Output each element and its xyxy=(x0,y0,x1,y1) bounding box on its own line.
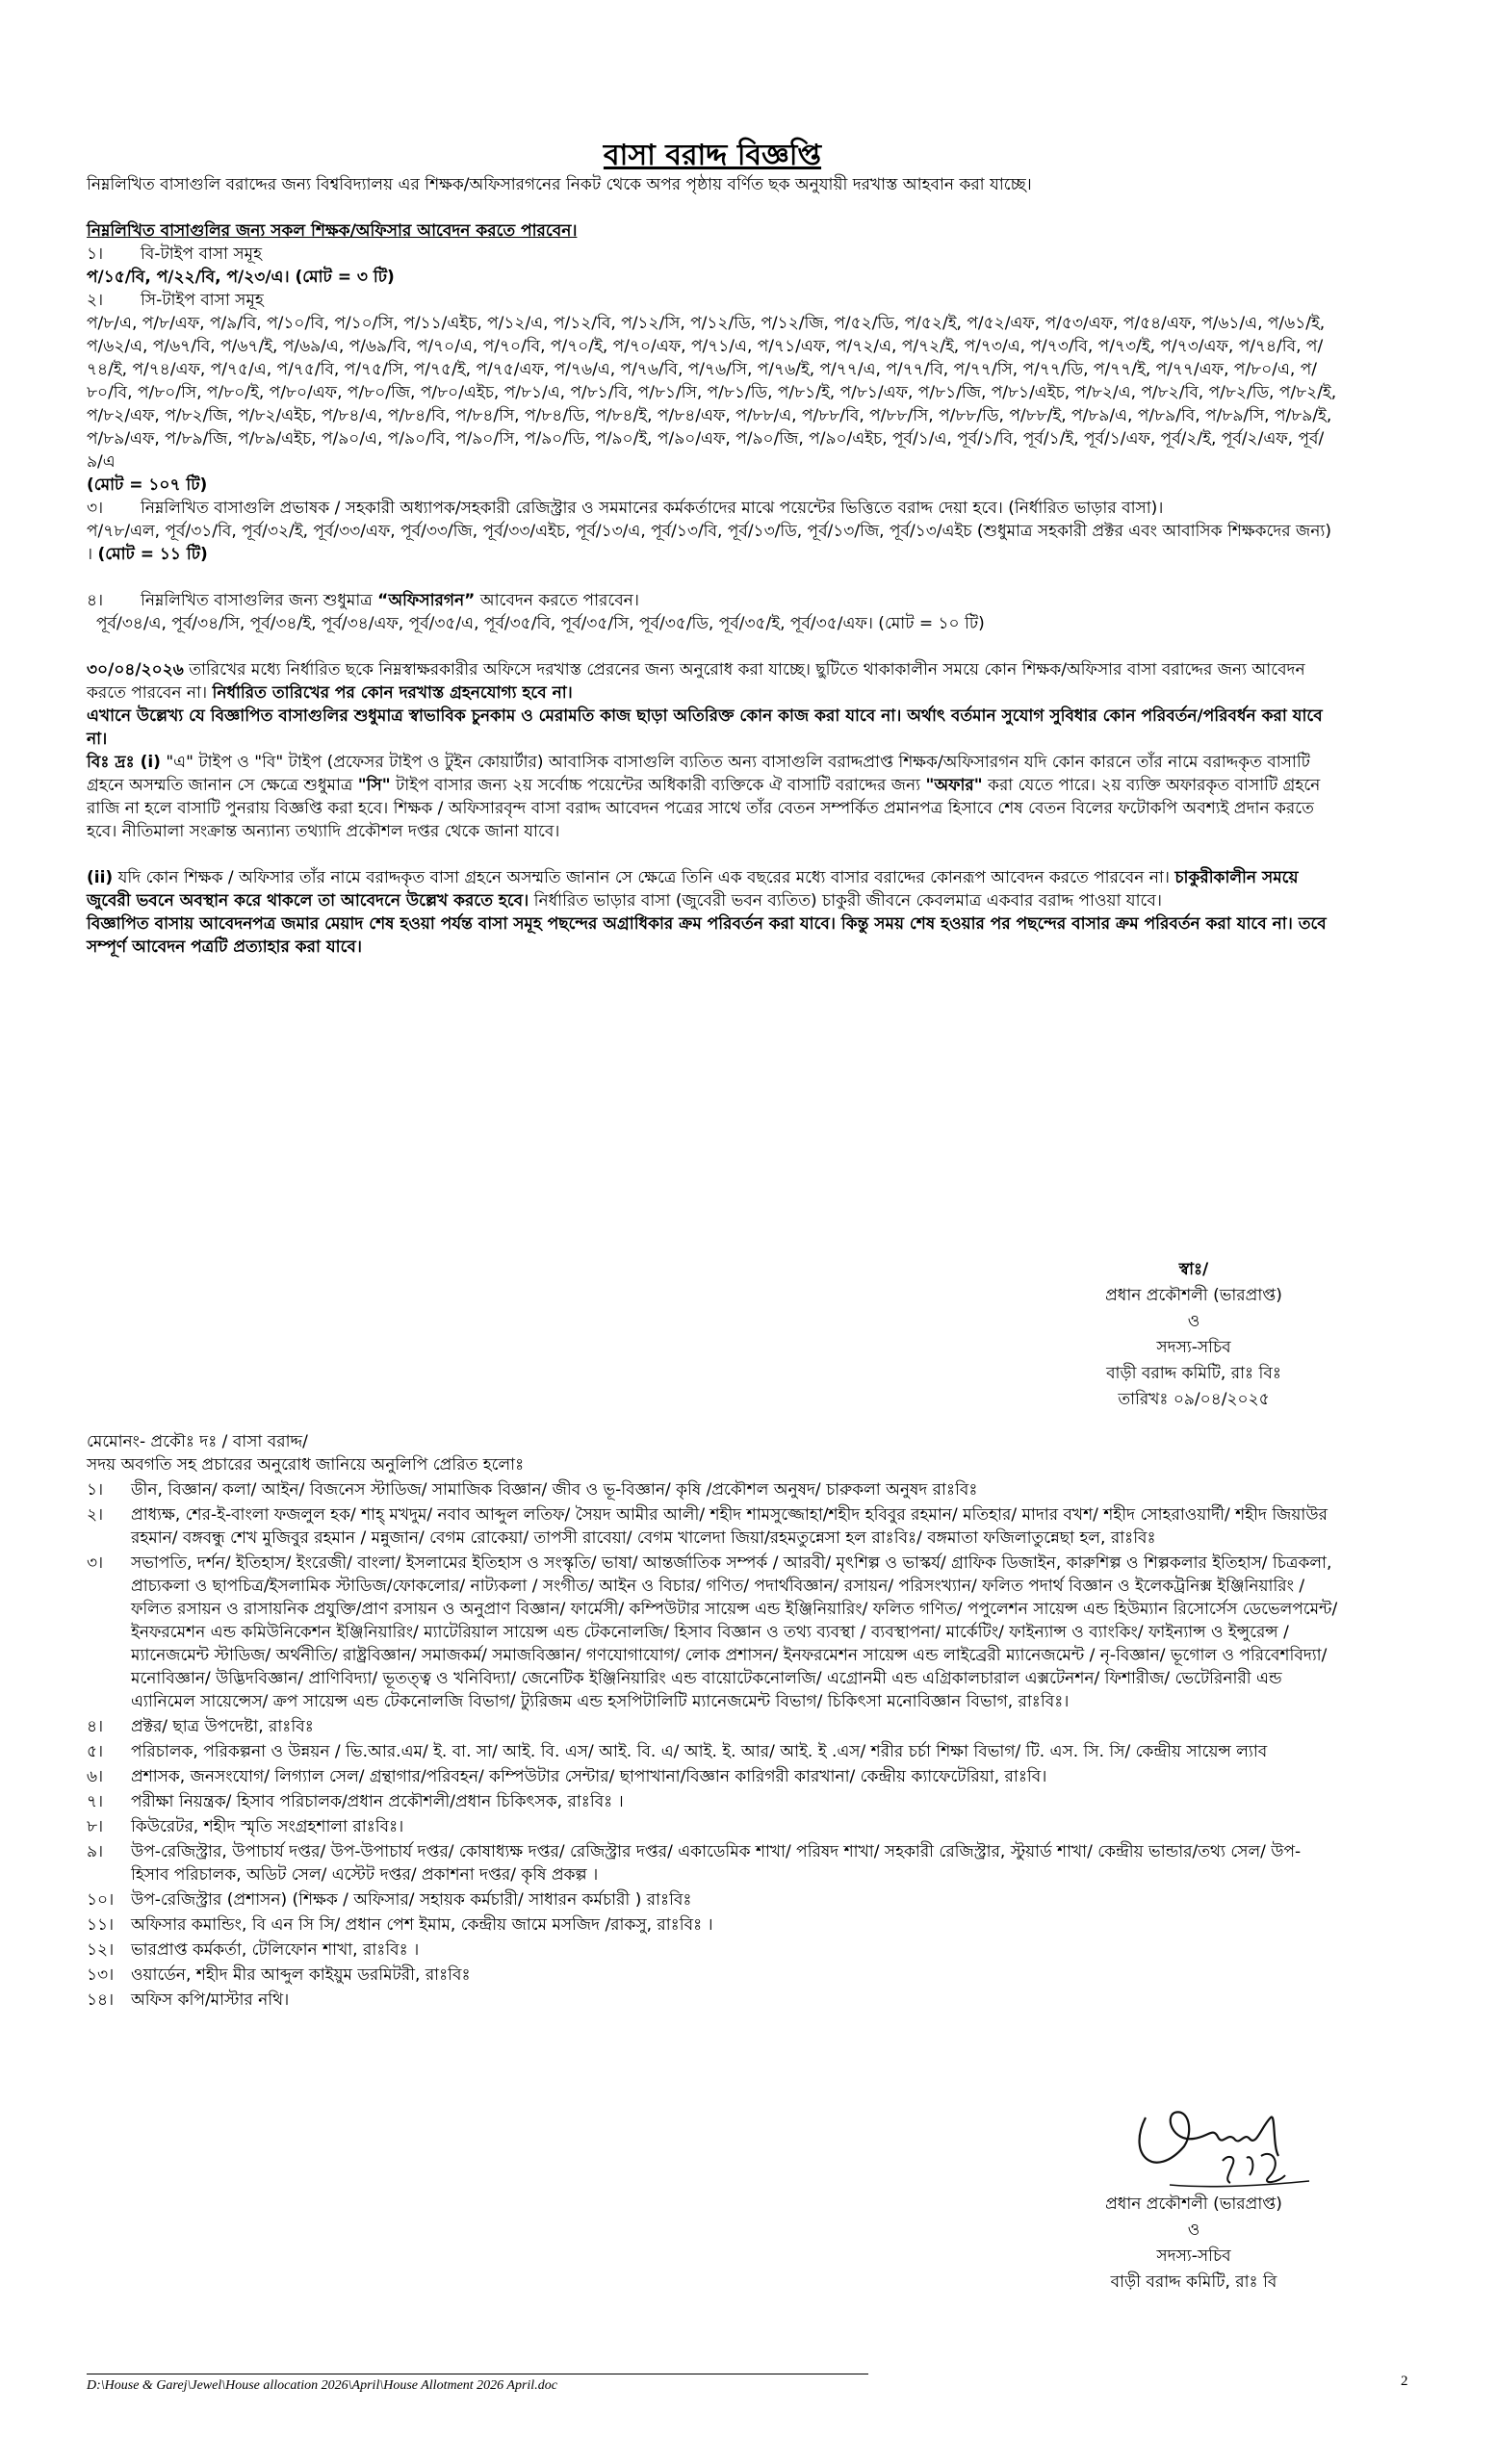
cc-list-item xyxy=(87,1888,1338,1912)
cc-item-number: ৩। xyxy=(87,1553,104,1573)
section-3-total: (মোট = ১১ টি) xyxy=(97,545,208,564)
cc-item-number: ৪। xyxy=(87,1717,104,1736)
cc-item-text: ওয়ার্ডেন, শহীদ মীর আব্দুল কাইয়ুম ডরমিটরী, রাঃবিঃ xyxy=(131,1965,471,1985)
cc-item-number: ১। xyxy=(87,1480,104,1500)
section-label: সি-টাইপ বাসা সমূহ xyxy=(141,291,264,310)
section-text xyxy=(141,589,639,612)
section-label: বি-টাইপ বাসা সমূহ xyxy=(141,244,262,264)
page-title: বাসা বরাদ্দ বিজ্ঞপ্তি xyxy=(603,139,822,172)
section-3-list xyxy=(87,520,1338,566)
cc-item-number: ১১। xyxy=(87,1915,115,1935)
note-i-text-b: টাইপ বাসার জন্য ২য় সর্বোচ্চ পয়েন্টের অধিকারী ব্যক্তিকে ঐ বাসাটি বরাদ্দের জন্য xyxy=(396,776,921,795)
cc-item-text: অফিসার কমান্ডিং, বি এন সি সি/ প্রধান পেশ ইমাম, কেন্দ্রীয় জামে মসজিদ /রাকসু, রাঃবিঃ । xyxy=(131,1915,713,1935)
cc-item-number: ৯। xyxy=(87,1842,104,1861)
section-number: ৩। xyxy=(87,499,104,518)
cc-item-number: ৫। xyxy=(87,1742,104,1761)
cc-item-text: ডীন, বিজ্ঞান/ কলা/ আইন/ বিজনেস স্টাডিজ/ সামাজিক বিজ্ঞান/ জীব ও ভূ-বিজ্ঞান/ কৃষি /প্রকৌশল অনুষদ/ চারুকলা অনুষদ রাঃবিঃ xyxy=(131,1480,978,1500)
cc-item-number: ৭। xyxy=(87,1792,104,1811)
section-4 xyxy=(87,589,1338,612)
cc-item-number: ১০। xyxy=(87,1890,115,1910)
cc-list-item xyxy=(87,1715,1338,1738)
cc-list-item xyxy=(87,1765,1338,1788)
note-ii-bold: চাকুরীকালীন সময়ে জুবেরী ভবনে অবস্থান করে থাকলে তা আবেদনে উল্লেখ করতে হবে। xyxy=(87,868,1299,911)
cc-list-item xyxy=(87,1478,1338,1502)
cc-item-text: উপ-রেজিস্ট্রার (প্রশাসন) (শিক্ষক / অফিসার/ সহায়ক কর্মচারী/ সাধারন কর্মচারী ) রাঃবিঃ xyxy=(131,1890,692,1910)
section-2-total: (মোট = ১০৭ টি) xyxy=(87,475,208,495)
officers-highlight: “অফিসারগন” xyxy=(377,591,476,610)
note-i-label: বিঃ দ্রঃ (i) xyxy=(87,753,161,772)
type-c: "সি" xyxy=(357,776,391,795)
cc-item-text: কিউরেটর, শহীদ স্মৃতি সংগ্রহশালা রাঃবিঃ। xyxy=(131,1817,404,1836)
section-text: নিম্নলিখিত বাসাগুলি প্রভাষক / সহকারী অধ্যাপক/সহকারী রেজিস্ট্রার ও সমমানের কর্মকর্তাদের মাঝে পয়েন্টের ভিত্তিতে বরাদ্দ দেয়া হবে। (নির্ধারিত ভাড়ার বাসা)। xyxy=(141,499,1164,518)
sign1-designation: প্রধান প্রকৌশলী (ভারপ্রাপ্ত) xyxy=(1105,1286,1282,1305)
section-number: ২। xyxy=(87,291,104,310)
cc-item-text: সভাপতি, দর্শন/ ইতিহাস/ ইংরেজী/ বাংলা/ ইসলামের ইতিহাস ও সংস্কৃতি/ ভাষা/ আন্তর্জাতিক সম্পর্ক / আরবী/ মৃৎশিল্প ও ভাস্কর্য/ গ্রাফিক ডিজাইন, কারুশিল্প ও শিল্পকলার ইতিহাস/ চিত্রকলা, প্রাচ্যকলা ও ছাপচিত্র/ইসলামিক স্টাডিজ/ফোকলোর/ নাট্যকলা / সংগীত/ আইন ও বিচার/ গণিত/ পদার্থবিজ্ঞান/ রসায়ন/ পরিসংখ্যান/ ফলিত পদার্থ বিজ্ঞান ও ইলেকট্রনিক্স ইঞ্জিনিয়ারিং / ফলিত রসায়ন ও রাসায়নিক প্রযুক্তি/প্রাণ রসায়ন ও অনুপ্রাণ বিজ্ঞান/ ফার্মেসী/ কম্পিউটার সায়েন্স এন্ড ইঞ্জিনিয়ারিং/ ফলিত গণিত/ পপুলেশন সায়েন্স এন্ড হিউম্যান রিসোর্সেস ডেভেলপমেন্ট/ ইনফরমেশন এন্ড কমিউনিকেশন ইঞ্জিনিয়ারিং/ ম্যাটেরিয়াল সায়েন্স এন্ড টেকনোলজি/ হিসাব বিজ্ঞান ও তথ্য ব্যবস্থা / ব্যবস্থাপনা/ মার্কেটিং/ ফাইন্যান্স ও ব্যাংকিং/ ফাইন্যান্স ও ইন্সুরেন্স / ম্যানেজমেন্ট স্টাডিজ/ অর্থনীতি/ রাষ্ট্রবিজ্ঞান/ সমাজকর্ম/ সমাজবিজ্ঞান/ গণযোগাযোগ/ লোক প্রশাসন/ ইনফরমেশন সায়েন্স এন্ড লাইব্রেরী ম্যানেজমেন্ট / নৃ-বিজ্ঞান/ ভূগোল ও পরিবেশবিদ্যা/ মনোবিজ্ঞান/ উদ্ভিদবিজ্ঞান/ প্রাণিবিদ্যা/ ভূতত্ত্ব ও খনিবিদ্যা/ জেনেটিক ইঞ্জিনিয়ারিং এন্ড বায়োটেকনোলজি/ এগ্রোনমী এন্ড এগ্রিকালচারাল এক্সটেনশন/ ফিশারীজ/ ভেটেরিনারী এন্ড এ্যানিমেল সায়েন্সেস/ ক্রপ সায়েন্স এন্ড টেকনোলজি বিভাগ/ ট্যুরিজম এন্ড হসপিটালিটি ম্যানেজমেন্ট বিভাগ/ চিকিৎসা মনোবিজ্ঞান বিভাগ, রাঃবিঃ। xyxy=(131,1553,1338,1711)
deadline-bold: নির্ধারিত তারিখের পর কোন দরখাস্ত গ্রহনযোগ্য হবে না। xyxy=(212,683,573,703)
sign2-committee: বাড়ী বরাদ্দ কমিটি, রাঃ বি xyxy=(1110,2272,1277,2292)
notice-body xyxy=(87,139,1338,959)
section-4-list: পূর্ব/৩৪/এ, পূর্ব/৩৪/সি, পূর্ব/৩৪/ই, পূর্ব/৩৪/এফ, পূর্ব/৩৫/এ, পূর্ব/৩৫/বি, পূর্ব/৩৫/সি, পূর্ব/৩৫/ডি, পূর্ব/৩৫/ই, পূর্ব/৩৫/এফ। (মোট = ১০ টি) xyxy=(96,614,985,633)
sign1-and: ও xyxy=(1187,1312,1200,1331)
final-bold: বিজ্ঞাপিত বাসায় আবেদনপত্র জমার মেয়াদ শেষ হওয়া পর্যন্ত বাসা সমূহ পছন্দের অগ্রাধিকার ক্রম পরিবর্তন করা যাবে। কিন্তু সময় শেষ হওয়ার পর পছন্দের বাসার ক্রম পরিবর্তন করা যাবে না। তবে সম্পূর্ণ আবেদন পত্রটি প্রত্যাহার করা যাবে। xyxy=(87,914,1327,957)
cc-list-item xyxy=(87,1815,1338,1838)
cc-list-item xyxy=(87,1503,1338,1550)
cc-item-text: প্রক্টর/ ছাত্র উপদেষ্টা, রাঃবিঃ xyxy=(131,1717,314,1736)
sd-mark: স্বাঃ/ xyxy=(1178,1260,1209,1279)
page-number: 2 xyxy=(1401,2374,1408,2389)
section-2 xyxy=(87,289,1338,312)
offer-word: "অফার" xyxy=(925,776,983,795)
cc-list-item xyxy=(87,1552,1338,1713)
sign2-role: সদস্য-সচিব xyxy=(1156,2246,1231,2266)
cc-item-number: ৮। xyxy=(87,1817,104,1836)
section-4-text-b: আবেদন করতে পারবেন। xyxy=(479,591,639,610)
cc-item-number: ১২। xyxy=(87,1940,115,1960)
note-i-text-c: করা যেতে পারে। ২য় ব্যক্তি অফারকৃত বাসাটি গ্রহনে রাজি না হলে বাসাটি পুনরায় বিজ্ঞপ্তি করা হবে। শিক্ষক / অফিসারবৃন্দ বাসা বরাদ্দ আবেদন পত্রের সাথে তাঁর বেতন সম্পর্কিত প্রমানপত্র হিসাবে শেষ বেতন বিলের ফটোকপি অবশ্যই প্রদান করতে হবে। নীতিমালা সংক্রান্ত অন্যান্য তথ্যাদি প্রকৌশল দপ্তর থেকে জানা যাবে। xyxy=(87,776,1321,841)
footer-file-path: D:\House & Garej\Jewel\House allocation 2026\April\House Allotment 2026 April.doc xyxy=(87,2374,868,2394)
cc-list-item xyxy=(87,1790,1338,1813)
section-number: ১। xyxy=(87,244,104,264)
cc-item-number: ২। xyxy=(87,1505,104,1525)
note-ii xyxy=(87,866,1338,912)
cc-list-item xyxy=(87,1740,1338,1763)
cc-item-number: ৬। xyxy=(87,1767,104,1786)
deadline-date: ৩০/০৪/২০২৬ xyxy=(87,660,184,680)
deadline-text: তারিখের মধ্যে নির্ধারিত ছকে নিম্নস্বাক্ষরকারীর অফিসে দরখাস্ত প্রেরনের জন্য অনুরোধ করা যাচ্ছে। ছুটিতে থাকাকালীন সময়ে কোন শিক্ষক/অফিসার বাসা বরাদ্দের জন্য আবেদন করতে পারবেন না। xyxy=(87,660,1305,703)
sign2-and: ও xyxy=(1187,2220,1200,2240)
cc-item-text: প্রশাসক, জনসংযোগ/ লিগ্যাল সেল/ গ্রন্থাগার/পরিবহন/ কম্পিউটার সেন্টার/ ছাপাখানা/বিজ্ঞান কারিগরী কারখানা/ কেন্দ্রীয় ক্যাফেটেরিয়া, রাঃবি। xyxy=(131,1767,1047,1786)
cc-item-text: উপ-রেজিস্ট্রার, উপাচার্য দপ্তর/ উপ-উপাচার্য দপ্তর/ কোষাধ্যক্ষ দপ্তর/ রেজিস্ট্রার দপ্তর/ একাডেমিক শাখা/ পরিষদ শাখা/ সহকারী রেজিস্ট্রার, স্টুয়ার্ড শাখা/ কেন্দ্রীয় ভান্ডার/তথ্য সেল/ উপ-হিসাব পরিচালক, অডিট সেল/ এস্টেট দপ্তর/ প্রকাশনা দপ্তর/ কৃষি প্রকল্প । xyxy=(131,1842,1302,1885)
note-i xyxy=(87,751,1338,843)
deadline-paragraph xyxy=(87,658,1338,705)
sign2-designation: প্রধান প্রকৌশলী (ভারপ্রাপ্ত) xyxy=(1105,2194,1282,2214)
cc-item-text: পরিচালক, পরিকল্পনা ও উন্নয়ন / ভি.আর.এম/ ই. বা. সা/ আই. বি. এস/ আই. বি. এ/ আই. ই. আর/ আই. ই .এস/ শরীর চর্চা শিক্ষা বিভাগ/ টি. এস. সি. সি/ কেন্দ্রীয় সায়েন্স ল্যাব xyxy=(131,1742,1268,1761)
sign1-committee: বাড়ী বরাদ্দ কমিটি, রাঃ বিঃ xyxy=(1106,1364,1281,1383)
handwritten-signature xyxy=(1117,2089,1338,2194)
all-heading: নিম্নলিখিত বাসাগুলির জন্য সকল শিক্ষক/অফিসার আবেদন করতে পারবেন। xyxy=(87,221,578,241)
sign1-date: তারিখঃ ০৯/০৪/২০২৫ xyxy=(1118,1390,1270,1409)
notice-bold: এখানে উল্লেখ্য যে বিজ্ঞাপিত বাসাগুলির শুধুমাত্র স্বাভাবিক চুনকাম ও মেরামতি কাজ ছাড়া অতিরিক্ত কোন কাজ করা যাবে না। অর্থাৎ বর্তমান সুযোগ সুবিধার কোন পরিবর্তন/পরিবর্ধন করা যাবে না। xyxy=(87,706,1323,749)
cc-item-number: ১৪। xyxy=(87,1990,115,2010)
cc-item-text: পরীক্ষা নিয়ন্ত্রক/ হিসাব পরিচালক/প্রধান প্রকৌশলী/প্রধান চিকিৎসক, রাঃবিঃ । xyxy=(131,1792,624,1811)
memo-line: মেমোনং- প্রকৌঃ দঃ / বাসা বরাদ্দ/ xyxy=(87,1432,308,1451)
note-ii-text-a: যদি কোন শিক্ষক / অফিসার তাঁর নামে বরাদ্দকৃত বাসা গ্রহনে অসম্মতি জানান সে ক্ষেত্রে তিনি এক বছরের মধ্যে বাসার বরাদ্দের কোনরূপ আবেদন করতে পারবেন না। xyxy=(117,868,1170,887)
section-1 xyxy=(87,243,1338,266)
cc-intro: সদয় অবগতি সহ প্রচারের অনুরোধ জানিয়ে অনুলিপি প্রেরিত হলোঃ xyxy=(87,1455,525,1475)
section-number: ৪। xyxy=(87,591,104,610)
cc-list-item xyxy=(87,1989,1338,2012)
intro-text: নিম্নলিখিত বাসাগুলি বরাদ্দের জন্য বিশ্ববিদ্যালয় এর শিক্ষক/অফিসারগনের নিকট থেকে অপর পৃষ্ঠায় বর্ণিত ছক অনুযায়ী দরখাস্ত আহবান করা যাচ্ছে। xyxy=(87,175,1032,194)
sign1-role: সদস্য-সচিব xyxy=(1156,1338,1231,1357)
cc-list xyxy=(87,1478,1338,2012)
cc-item-number: ১৩। xyxy=(87,1965,115,1985)
section-1-list: প/১৫/বি, প/২২/বি, প/২৩/এ। (মোট = ৩ টি) xyxy=(87,268,395,287)
note-ii-label: (ii) xyxy=(87,868,114,887)
section-2-list: প/৮/এ, প/৮/এফ, প/৯/বি, প/১০/বি, প/১০/সি, প/১১/এইচ, প/১২/এ, প/১২/বি, প/১২/সি, প/১২/ডি, প/১২/জি, প/৫২/ডি, প/৫২/ই, প/৫২/এফ, প/৫৩/এফ, প/৫৪/এফ, প/৬১/এ, প/৬১/ই, প/৬২/এ, প/৬৭/বি, প/৬৭/ই, প/৬৯/এ, প/৬৯/বি, প/৭০/এ, প/৭০/বি, প/৭০/ই, প/৭০/এফ, প/৭১/এ, প/৭১/এফ, প/৭২/এ, প/৭২/ই, প/৭৩/এ, প/৭৩/বি, প/৭৩/ই, প/৭৩/এফ, প/৭৪/বি, প/৭৪/ই, প/৭৪/এফ, প/৭৫/এ, প/৭৫/বি, প/৭৫/সি, প/৭৫/ই, প/৭৫/এফ, প/৭৬/এ, প/৭৬/বি, প/৭৬/সি, প/৭৬/ই, প/৭৭/এ, প/৭৭/বি, প/৭৭/সি, প/৭৭/ডি, প/৭৭/ই, প/৭৭/এফ, প/৮০/এ, প/৮০/বি, প/৮০/সি, প/৮০/ই, প/৮০/এফ, প/৮০/জি, প/৮০/এইচ, প/৮১/এ, প/৮১/বি, প/৮১/সি, প/৮১/ডি, প/৮১/ই, প/৮১/এফ, প/৮১/জি, প/৮১/এইচ, প/৮২/এ, প/৮২/বি, প/৮২/ডি, প/৮২/ই, প/৮২/এফ, প/৮২/জি, প/৮২/এইচ, প/৮৪/এ, প/৮৪/বি, প/৮৪/সি, প/৮৪/ডি, প/৮৪/ই, প/৮৪/এফ, প/৮৮/এ, প/৮৮/বি, প/৮৮/সি, প/৮৮/ডি, প/৮৮/ই, প/৮৯/এ, প/৮৯/বি, প/৮৯/সি, প/৮৯/ই, প/৮৯/এফ, প/৮৯/জি, প/৮৯/এইচ, প/৯০/এ, প/৯০/বি, প/৯০/সি, প/৯০/ডি, প/৯০/ই, প/৯০/এফ, প/৯০/জি, প/৯০/এইচ, পূর্ব/১/এ, পূর্ব/১/বি, পূর্ব/১/ই, পূর্ব/১/এফ, পূর্ব/২/ই, পূর্ব/২/এফ, পূর্ব/৯/এ xyxy=(87,314,1337,472)
cc-item-text: অফিস কপি/মাস্টার নথি। xyxy=(131,1990,290,2010)
cc-list-item xyxy=(87,1913,1338,1937)
signature-block-2 xyxy=(1069,2192,1319,2296)
section-4-text-a: নিম্নলিখিত বাসাগুলির জন্য শুধুমাত্র xyxy=(141,591,373,610)
note-i-text-a: "এ" টাইপ ও "বি" টাইপ (প্রফেসর টাইপ ও টুইন কোয়ার্টার) আবাসিক বাসাগুলি ব্যতিত অন্য বাসাগুলি বরাদ্দপ্রাপ্ত শিক্ষক/অফিসারগন যদি কোন কারনে তাঁর নামে বরাদ্দকৃত বাসাটি গ্রহনে অসম্মতি জানান সে ক্ষেত্রে শুধুমাত্র xyxy=(87,753,1310,795)
section-3 xyxy=(87,497,1338,520)
section-3-items: প/৭৮/এল, পূর্ব/৩১/বি, পূর্ব/৩২/ই, পূর্ব/৩৩/এফ, পূর্ব/৩৩/জি, পূর্ব/৩৩/এইচ, পূর্ব/১৩/এ, পূর্ব/১৩/বি, পূর্ব/১৩/ডি, পূর্ব/১৩/জি, পূর্ব/১৩/এইচ (শুধুমাত্র সহকারী প্রক্টর এবং আবাসিক শিক্ষকদের জন্য) । xyxy=(87,522,1331,564)
cc-item-text: প্রাধ্যক্ষ, শের-ই-বাংলা ফজলুল হক/ শাহ্ মখদুম/ নবাব আব্দুল লতিফ/ সৈয়দ আমীর আলী/ শহীদ শামসুজ্জোহা/শহীদ হবিবুর রহমান/ মতিহার/ মাদার বখশ/ শহীদ সোহরাওয়ার্দী/ শহীদ জিয়াউর রহমান/ বঙ্গবন্ধু শেখ মুজিবুর রহমান / মন্নুজান/ বেগম রোকেয়া/ তাপসী রাবেয়া/ বেগম খালেদা জিয়া/রহমতুন্নেসা হল রাঃবিঃ/ বঙ্গমাতা ফজিলাতুন্নেছা হল, রাঃবিঃ xyxy=(131,1505,1328,1548)
note-ii-text-b: নির্ধারিত ভাড়ার বাসা (জুবেরী ভবন ব্যতিত) চাকুরী জীবনে কেবলমাত্র একবার বরাদ্দ পাওয়া যাবে। xyxy=(533,891,1162,911)
cc-list-item xyxy=(87,1840,1338,1886)
cc-list-item xyxy=(87,1964,1338,1987)
cc-item-text: ভারপ্রাপ্ত কর্মকর্তা, টেলিফোন শাখা, রাঃবিঃ । xyxy=(131,1940,420,1960)
signature-block-1 xyxy=(1069,1257,1319,1413)
cc-section xyxy=(87,1430,1338,2014)
cc-list-item xyxy=(87,1938,1338,1962)
